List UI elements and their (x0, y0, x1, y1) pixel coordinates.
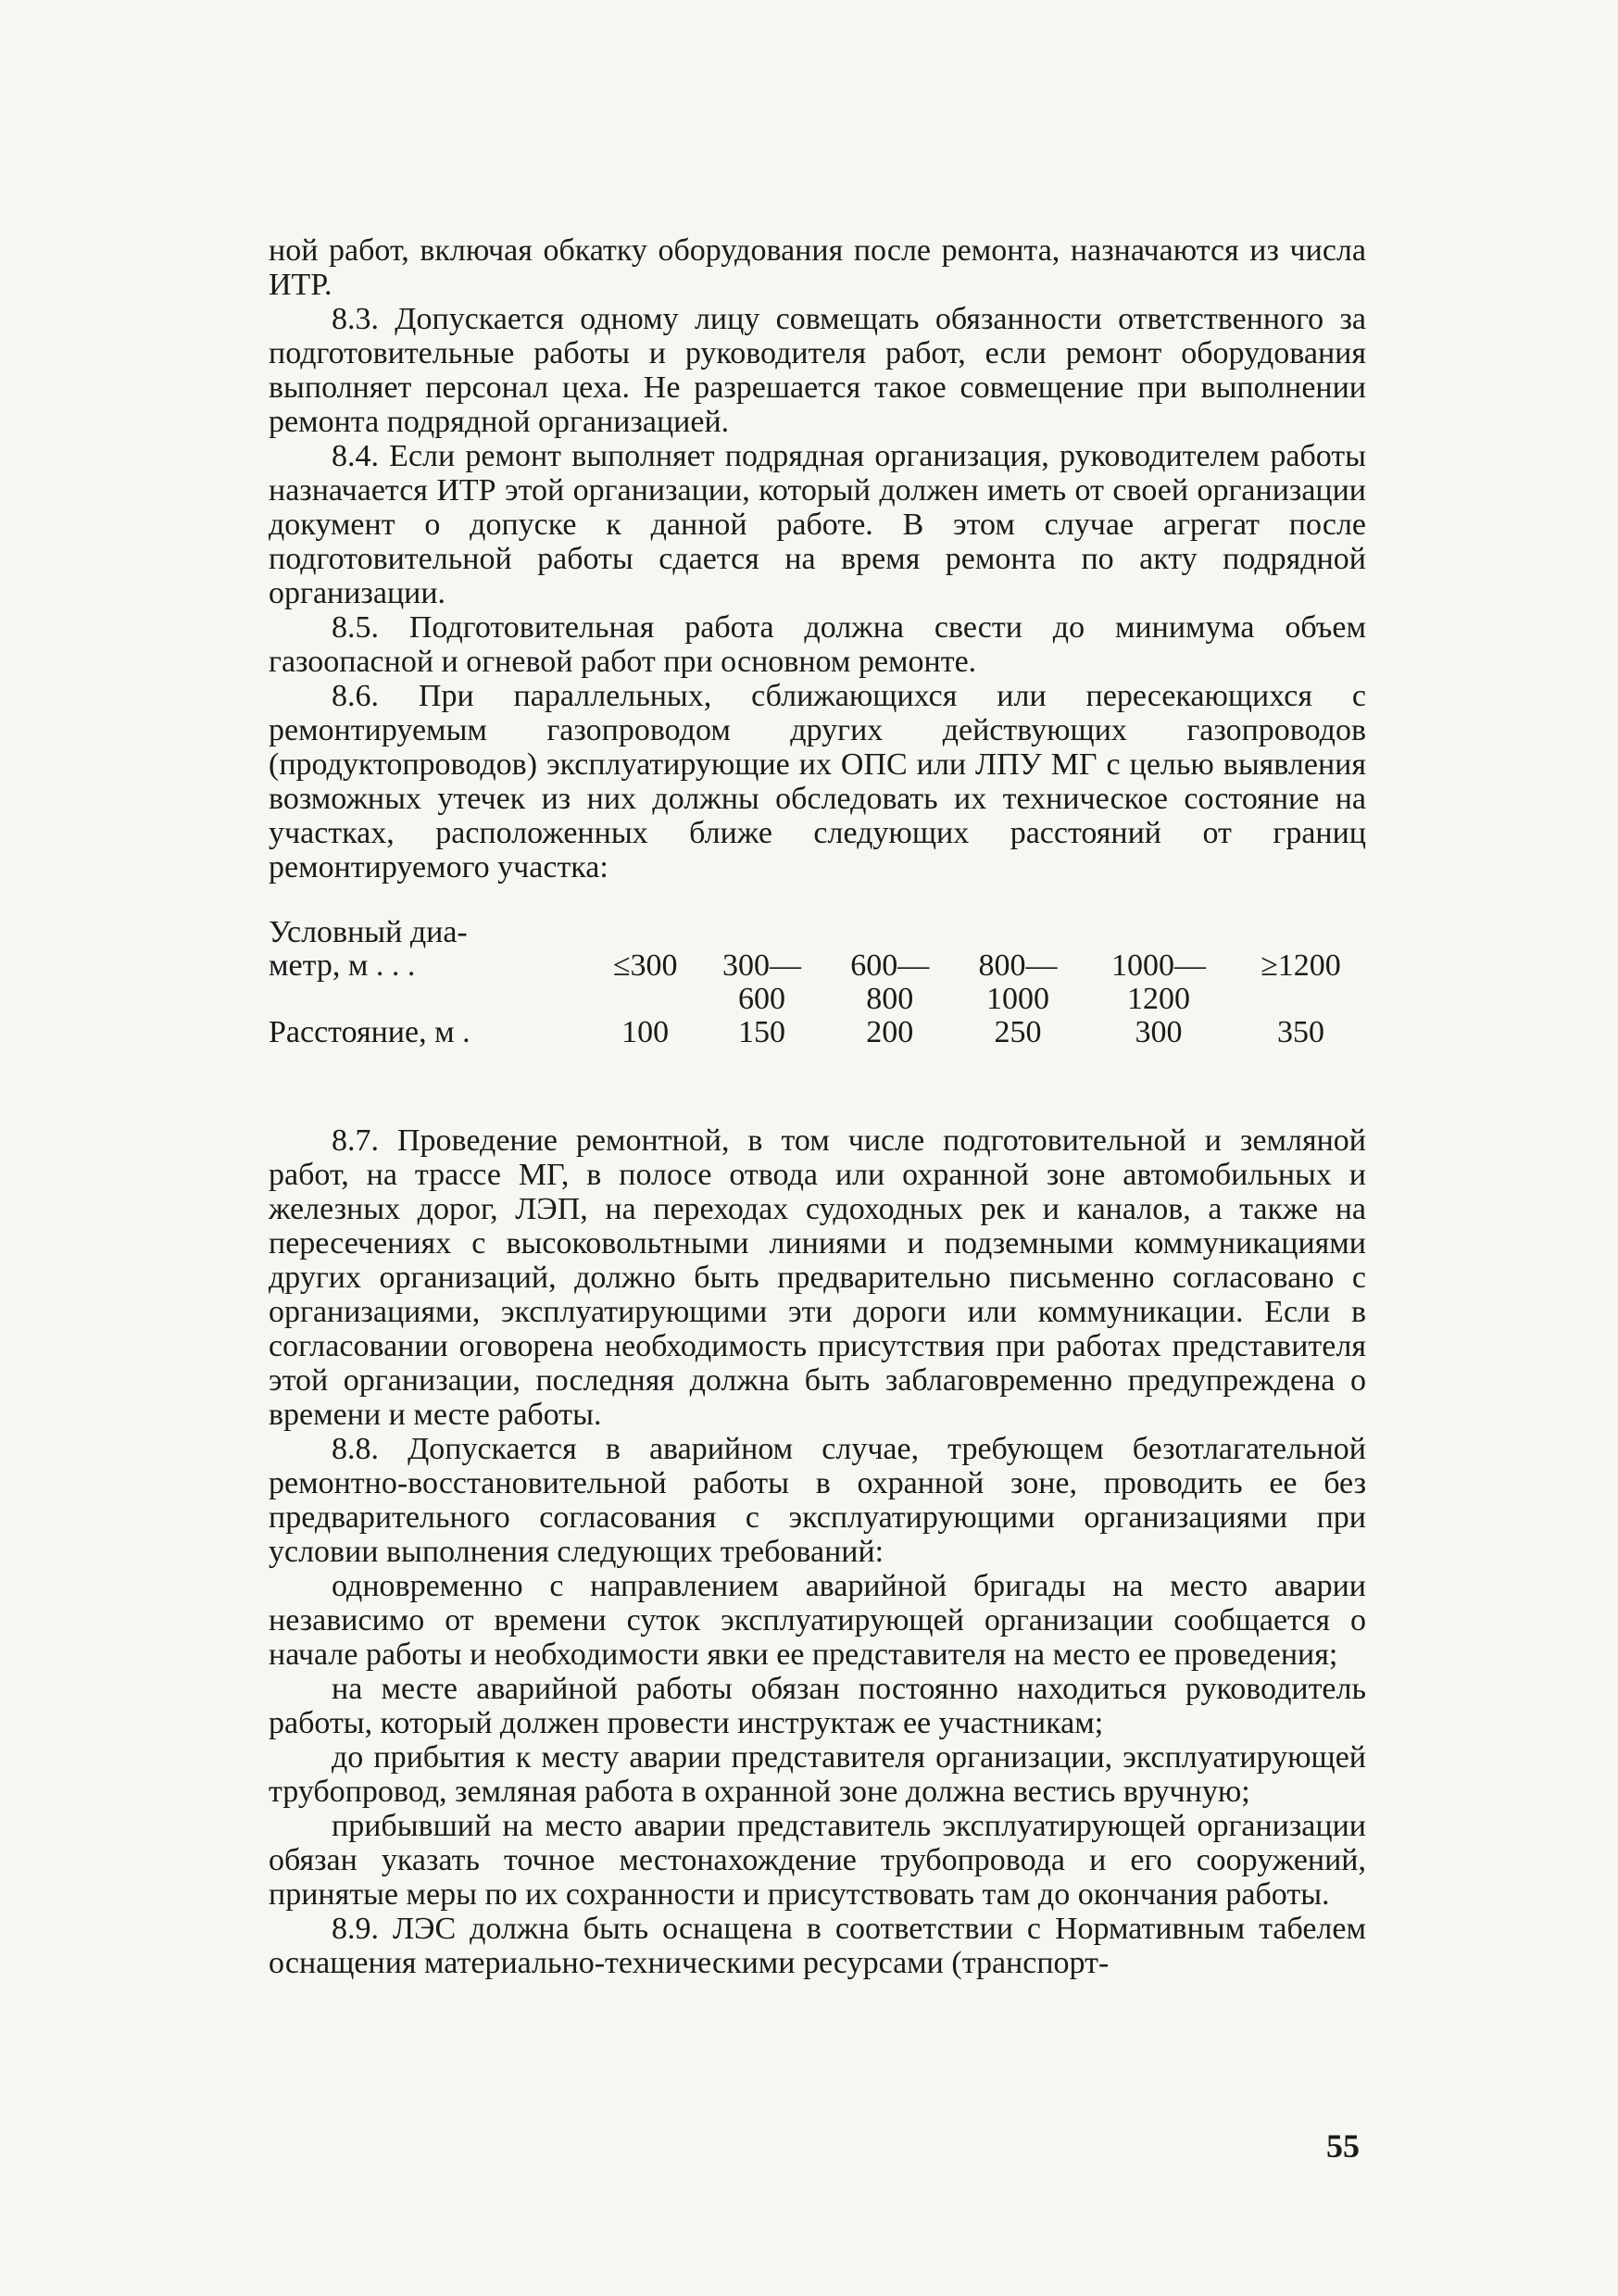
diameter-cell: ≤300 (612, 948, 678, 983)
paragraph-8-8: 8.8. Допускается в аварийном случае, требующем безотлагательной ремонтно-восстановительной работы в охранной зоне, проводить ее без предварительного согласования с эксплуатирующими организациями при условии выполнения следующих требований: (269, 1432, 1366, 1569)
distance-table (269, 916, 1366, 1049)
diameter-cell: ≥1200 (1261, 948, 1341, 983)
paragraph-8-8-item-2: на месте аварийной работы обязан постоянно находиться руководитель работы, который должен провести инструктаж ее участникам; (269, 1672, 1366, 1740)
diameter-cell: 800— 1000 (978, 948, 1058, 1016)
diameter-label: Условный диа- метр, м . . . (269, 915, 468, 983)
distance-cell: 350 (1276, 1015, 1324, 1049)
diameter-cell: 300— 600 (721, 948, 801, 1016)
paragraph-8-8-item-3: до прибытия к месту аварии представителя организации, эксплуатирующей трубопровод, земляная работа в охранной зоне должна вестись вручную; (269, 1740, 1366, 1809)
page-body (269, 233, 1366, 1980)
paragraph-8-9: 8.9. ЛЭС должна быть оснащена в соответствии с Нормативным табелем оснащения материально-техническими ресурсами (транспорт- (269, 1912, 1366, 1980)
paragraph-continuation: ной работ, включая обкатку оборудования после ремонта, назначаются из числа ИТР. (269, 233, 1366, 302)
paragraph-8-3: 8.3. Допускается одному лицу совмещать обязанности ответственного за подготовительные работы и руководителя работ, если ремонт оборудования выполняет персонал цеха. Не разрешается такое совмещение при выполнении ремонта подрядной организацией. (269, 302, 1366, 439)
distance-cell: 200 (866, 1015, 914, 1049)
diameter-cell: 1000— 1200 (1111, 948, 1207, 1016)
table-row (269, 916, 1366, 1016)
distance-cell: 300 (1135, 1015, 1183, 1049)
paragraph-8-8-item-4: прибывший на место аварии представитель эксплуатирующей организации обязан указать точное местонахождение трубопровода и его сооружений, принятые меры по их сохранности и присутствовать там до окончания работы. (269, 1809, 1366, 1912)
diameter-cell: 600— 800 (850, 948, 930, 1016)
paragraph-8-5: 8.5. Подготовительная работа должна свести до минимума объем газоопасной и огневой работ при основном ремонте. (269, 610, 1366, 679)
page-number: 55 (1326, 2127, 1360, 2164)
distance-cell: 100 (621, 1015, 670, 1049)
distance-label: Расстояние, м . (269, 1015, 470, 1049)
paragraph-8-7: 8.7. Проведение ремонтной, в том числе подготовительной и земляной работ, на трассе МГ, в полосе отвода или охранной зоне автомобильных и железных дорог, ЛЭП, на переходах судоходных рек и каналов, а также на пересечениях с высоковольтными линиями и подземными коммуникациями других организаций, должно быть предварительно письменно согласовано с организациями, эксплуатирующими эти дороги или коммуникации. Если в согласовании оговорена необходимость присутствия при работах представителя этой организации, последняя должна быть заблаговременно предупреждена о времени и месте работы. (269, 1123, 1366, 1432)
paragraph-8-4: 8.4. Если ремонт выполняет подрядная организация, руководителем работы назначается ИТР этой организации, который должен иметь от своей организации документ о допуске к данной работе. В этом случае агрегат после подготовительной работы сдается на время ремонта по акту подрядной организации. (269, 439, 1366, 610)
paragraph-8-6: 8.6. При параллельных, сближающихся или пересекающихся с ремонтируемым газопроводом других действующих газопроводов (продуктопроводов) эксплуатирующие их ОПС или ЛПУ МГ с целью выявления возможных утечек из них должны обследовать их техническое состояние на участках, расположенных ближе следующих расстояний от границ ремонтируемого участка: (269, 679, 1366, 885)
distance-cell: 250 (994, 1015, 1042, 1049)
paragraph-8-8-item-1: одновременно с направлением аварийной бригады на место аварии независимо от времени суток эксплуатирующей организации сообщается о начале работы и необходимости явки ее представителя на место ее проведения; (269, 1569, 1366, 1672)
table-row (269, 1016, 1366, 1049)
distance-cell: 150 (737, 1015, 785, 1049)
